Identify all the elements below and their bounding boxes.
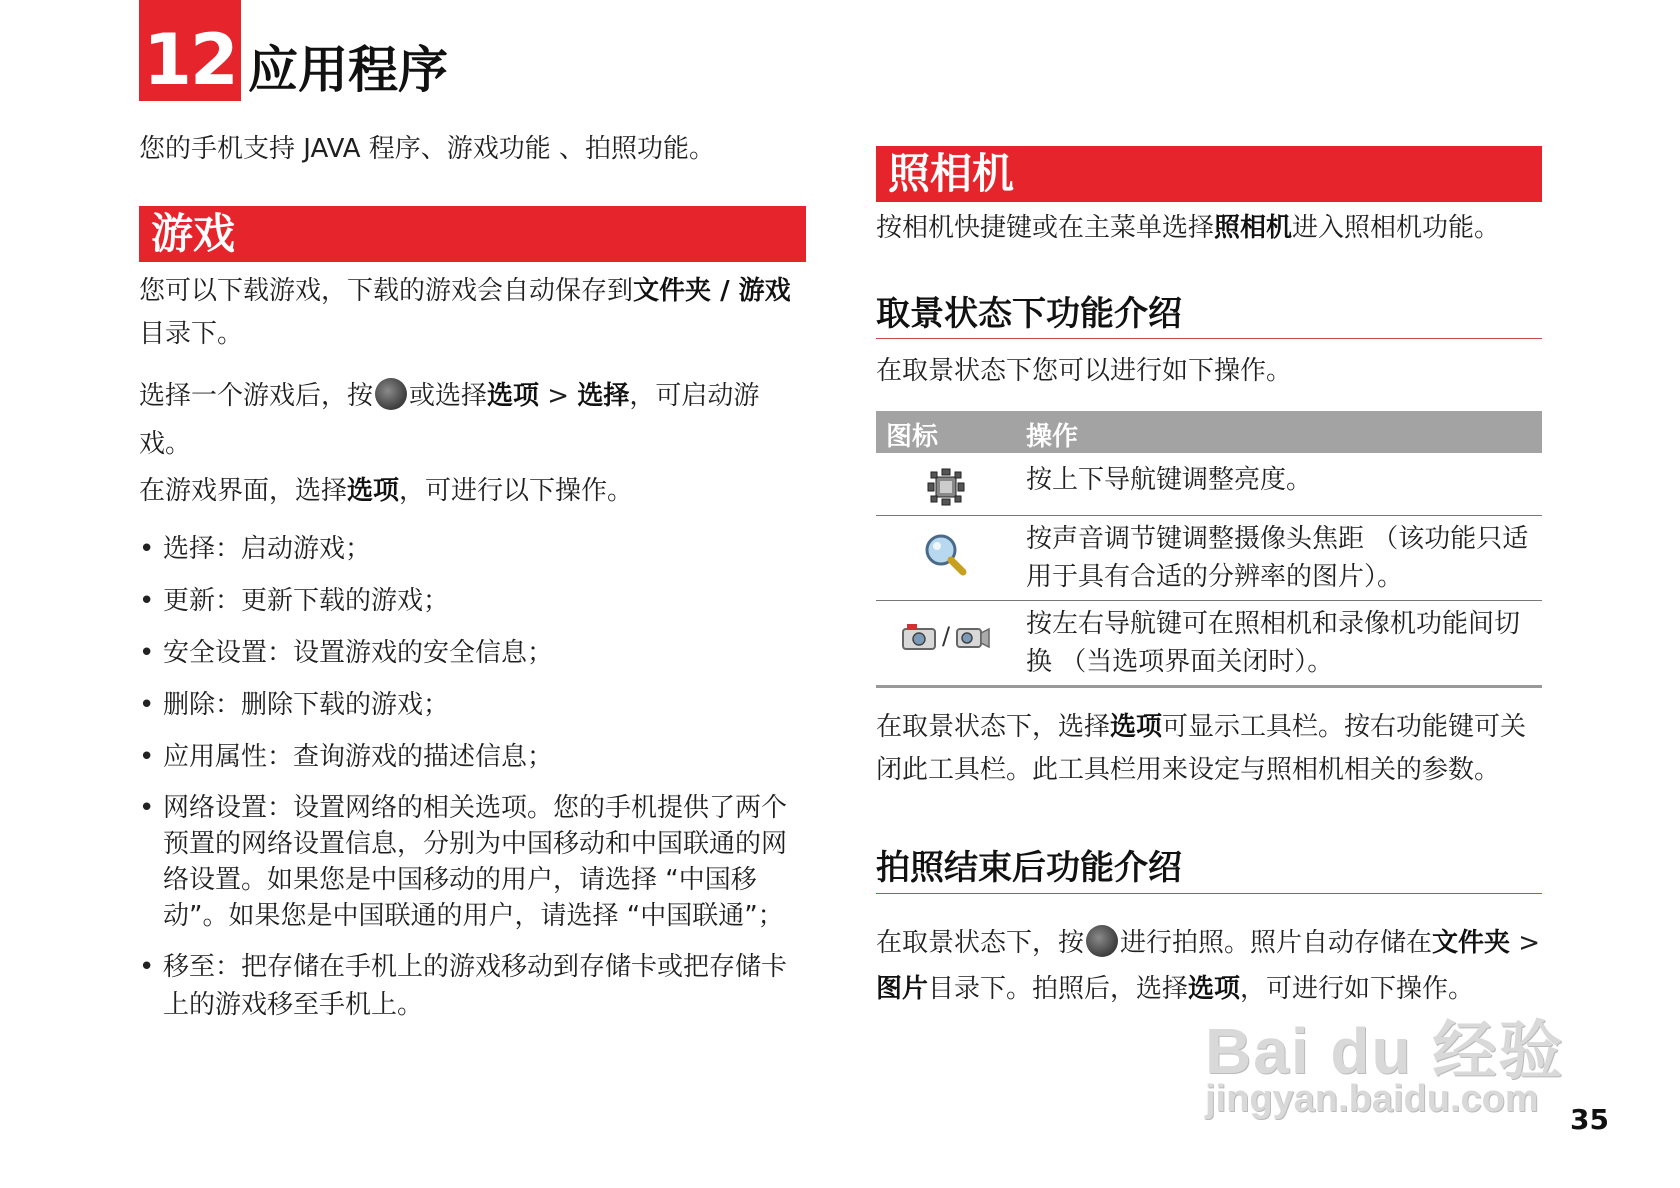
center-key-icon [1086, 925, 1118, 957]
list-item: • 选择：启动游戏； [139, 530, 799, 568]
chapter-number: 12 [139, 0, 241, 101]
table-cell-action: 按声音调节键调整摄像头焦距 （该功能只适用于具有合适的分辨率的图片）。 [1026, 524, 1529, 592]
table-row [876, 516, 1542, 601]
camera-paragraph-2: 在取景状态下您可以进行如下操作。 [876, 356, 1293, 386]
camera-paragraph-1: 按相机快捷键或在主菜单选择照相机进入照相机功能。 [876, 213, 1501, 243]
games-paragraph-1: 您可以下载游戏，下载的游戏会自动保存到文件夹 / 游戏目录下。 [139, 276, 791, 349]
camera-paragraph-4: 在取景状态下，按 进行拍照。照片自动存储在文件夹 > 图片目录下。拍照后，选择选项，可进行如下操作。 [876, 920, 1542, 1012]
list-item: • 应用属性：查询游戏的描述信息； [139, 738, 799, 776]
list-item: • 移至：把存储在手机上的游戏移动到存储卡或把存储卡上的游戏移至手机上。 [139, 948, 799, 1024]
table-row [876, 453, 1542, 516]
page-number: 35 [1570, 1103, 1609, 1136]
camera-heading: 照相机 [876, 146, 1542, 202]
camera-video-switch-icon: / [876, 621, 1016, 651]
center-key-icon [375, 378, 407, 410]
column-header-icon: 图标 [886, 422, 939, 452]
table-header [876, 411, 1542, 453]
watermark-logo: Bai du 经验 [1205, 1015, 1565, 1087]
divider [876, 893, 1542, 894]
after-shot-subheading: 拍照结束后功能介绍 [876, 848, 1182, 888]
viewfinder-subheading: 取景状态下功能介绍 [876, 294, 1182, 334]
intro-text: 您的手机支持 JAVA 程序、游戏功能 、拍照功能。 [139, 134, 716, 164]
zoom-icon [876, 532, 1016, 582]
table-cell-action: 按上下导航键调整亮度。 [1026, 465, 1313, 495]
brightness-icon [876, 467, 1016, 511]
column-header-action: 操作 [1026, 422, 1079, 452]
divider [876, 338, 1542, 339]
games-heading: 游戏 [139, 206, 806, 262]
camera-icon-table [876, 411, 1542, 688]
games-options-list [139, 530, 799, 1038]
table-row [876, 601, 1542, 688]
list-item: • 删除：删除下载的游戏； [139, 686, 799, 724]
list-item: • 网络设置：设置网络的相关选项。您的手机提供了两个预置的网络设置信息，分别为中国移动和中国联通的网络设置。如果您是中国移动的用户，请选择 “中国移动”。如果您是中国联通的用户，请选择 “中国联通”； [139, 790, 799, 934]
list-item: • 安全设置：设置游戏的安全信息； [139, 634, 799, 672]
chapter-title: 应用程序 [248, 41, 448, 99]
list-item: • 更新：更新下载的游戏； [139, 582, 799, 620]
table-cell-action: 按左右导航键可在照相机和录像机功能间切换 （当选项界面关闭时）。 [1026, 609, 1521, 677]
games-paragraph-2: 选择一个游戏后，按 或选择选项 > 选择，可启动游戏。 [139, 372, 806, 468]
games-paragraph-3: 在游戏界面，选择选项，可进行以下操作。 [139, 476, 634, 506]
camera-paragraph-3: 在取景状态下，选择选项可显示工具栏。按右功能键可关闭此工具栏。此工具栏用来设定与照相机相关的参数。 [876, 712, 1527, 785]
watermark-url: jingyan.baidu.com [1205, 1078, 1539, 1120]
